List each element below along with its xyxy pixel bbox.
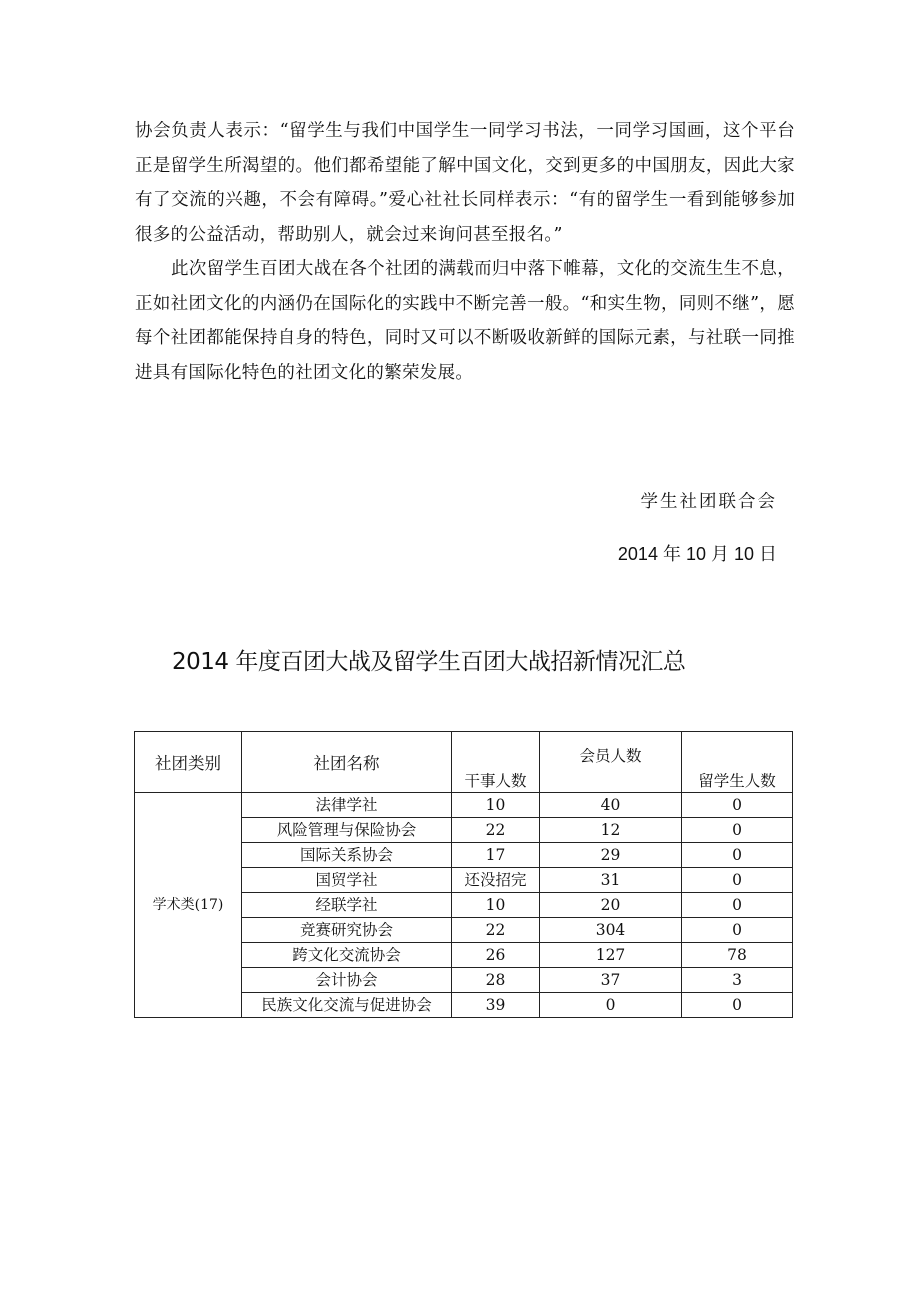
intl-count-cell: 0 (682, 993, 793, 1018)
table-row (135, 793, 793, 818)
header-category: 社团类别 (135, 732, 242, 793)
member-count-cell: 127 (540, 943, 682, 968)
staff-count-cell: 22 (452, 918, 540, 943)
body-paragraph-2: 此次留学生百团大战在各个社团的满载而归中落下帷幕，文化的交流生生不息，正如社团文化的内涵仍在国际化的实践中不断完善一般。“和实生物，同则不继”，愿每个社团都能保持自身的特色，同时又可以不断吸收新鲜的国际元素，与社联一同推进具有国际化特色的社团文化的繁荣发展。 (135, 259, 795, 383)
club-name-cell: 风险管理与保险协会 (242, 818, 452, 843)
staff-count-cell: 39 (452, 993, 540, 1018)
intl-count-cell: 0 (682, 918, 793, 943)
member-count-cell: 31 (540, 868, 682, 893)
table-body (135, 793, 793, 1018)
intl-count-cell: 0 (682, 843, 793, 868)
club-name-cell: 法律学社 (242, 793, 452, 818)
member-count-cell: 40 (540, 793, 682, 818)
header-club-name: 社团名称 (242, 732, 452, 793)
signature-date: 2014 年 10 月 10 日 (617, 544, 777, 564)
club-name-cell: 跨文化交流协会 (242, 943, 452, 968)
member-count-cell: 12 (540, 818, 682, 843)
body-paragraph-1: 协会负责人表示：“留学生与我们中国学生一同学习书法，一同学习国画，这个平台正是留学生所渴望的。他们都希望能了解中国文化，交到更多的中国朋友，因此大家有了交流的兴趣，不会有障碍。”爱心社社长同样表示：“有的留学生一看到能够参加很多的公益活动，帮助别人，就会过来询问甚至报名。” (135, 121, 795, 245)
header-member-count: 会员人数 (540, 732, 682, 793)
club-name-cell: 民族文化交流与促进协会 (242, 993, 452, 1018)
staff-count-cell: 17 (452, 843, 540, 868)
member-count-cell: 20 (540, 893, 682, 918)
intl-count-cell: 3 (682, 968, 793, 993)
staff-count-cell: 还没招完 (452, 868, 540, 893)
category-cell: 学术类(17) (135, 793, 242, 1018)
intl-count-cell: 0 (682, 793, 793, 818)
member-count-cell: 29 (540, 843, 682, 868)
club-name-cell: 经联学社 (242, 893, 452, 918)
member-count-cell: 37 (540, 968, 682, 993)
table-header-row (135, 732, 793, 793)
staff-count-cell: 26 (452, 943, 540, 968)
staff-count-cell: 22 (452, 818, 540, 843)
club-name-cell: 竞赛研究协会 (242, 918, 452, 943)
member-count-cell: 304 (540, 918, 682, 943)
table-title: 2014 年度百团大战及留学生百团大战招新情况汇总 (172, 649, 686, 675)
club-name-cell: 会计协会 (242, 968, 452, 993)
intl-count-cell: 0 (682, 818, 793, 843)
header-intl-student-count: 留学生人数 (682, 732, 793, 793)
staff-count-cell: 10 (452, 793, 540, 818)
recruitment-summary-table (134, 731, 793, 1018)
staff-count-cell: 10 (452, 893, 540, 918)
intl-count-cell: 0 (682, 893, 793, 918)
staff-count-cell: 28 (452, 968, 540, 993)
intl-count-cell: 0 (682, 868, 793, 893)
header-staff-count: 干事人数 (452, 732, 540, 793)
intl-count-cell: 78 (682, 943, 793, 968)
member-count-cell: 0 (540, 993, 682, 1018)
club-name-cell: 国贸学社 (242, 868, 452, 893)
signature-organization: 学生社团联合会 (640, 492, 777, 512)
club-name-cell: 国际关系协会 (242, 843, 452, 868)
